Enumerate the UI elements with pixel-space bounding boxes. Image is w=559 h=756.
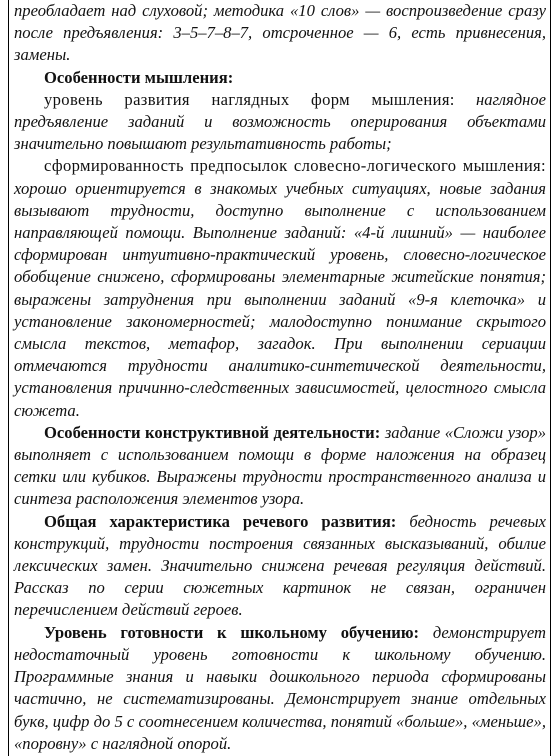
- paragraph-text: демонстрирует недостаточный уровень готовности к школьному обучению. Программные знания и навыки дошкольного периода сформированы частично, не систематизированы. Демонстрирует знание отдельных букв, цифр до 5 с соотнесением количества, понятий «больше», «меньше», «поровну» с наглядной опорой.: [14, 622, 546, 753]
- paragraph-text: преобладает над слуховой; методика «10 слов» — воспроизведение сразу после предъявления: 3–5–7–8–7, отсроченное — 6, есть привнесения, замены.: [14, 1, 546, 65]
- section-heading: Особенности мышления:: [44, 67, 234, 87]
- left-margin-rule: [8, 0, 9, 756]
- section-heading: Особенности конструктивной деятельности:: [44, 422, 381, 442]
- paragraph-text: бедность речевых конструкций, трудности построения связанных высказываний, обилие лексических замен. Значительно снижена речевая регуляция действий. Рассказ по серии сюжетных картинок не связан, ограничен перечислением действий героев.: [14, 511, 546, 620]
- paragraph-speech-development: [14, 511, 546, 622]
- section-heading: Уровень готовности к школьному обучению:: [44, 622, 420, 642]
- paragraph-lead: сформированность предпосылок словесно-логического мышления:: [44, 156, 546, 176]
- right-margin-rule: [550, 0, 551, 756]
- section-heading: Общая характеристика речевого развития:: [44, 511, 397, 531]
- paragraph-text: хорошо ориентируется в знакомых учебных ситуациях, новые задания вызывают трудности, доступно выполнение с использованием направляющей помощи. Выполнение заданий: «4-й лишний» — наиболее сформирован интуитивно-практический уровень, словесно-логическое обобщение снижено, сформированы элементарные житейские понятия; выражены затруднения при выполнении заданий «9-я клеточка» и установление закономерностей; малодоступно понимание скрытого смысла текстов, метафор, загадок. При выполнении сериации отмечаются трудности аналитико-синтетической деятельности, установления причинно-следственных зависимостей, целостного смысла сюжета.: [14, 178, 546, 420]
- paragraph-lead: уровень развития наглядных форм мышления:: [44, 89, 455, 109]
- document-body: [14, 0, 546, 755]
- paragraph-school-readiness: [14, 622, 546, 755]
- paragraph-constructive-activity: [14, 422, 546, 511]
- paragraph-visual-thinking: [14, 89, 546, 156]
- paragraph-memory-continuation: [14, 0, 546, 67]
- paragraph-text: наглядное предъявление заданий и возможность оперирования объектами значительно повышают результативность работы;: [14, 89, 546, 154]
- section-heading-thinking: [14, 67, 546, 89]
- paragraph-text: задание «Сложи узор» выполняет с использованием помощи в форме наложения на образец сетки или кубиков. Выражены трудности пространственного анализа и синтеза расположения элементов узора.: [14, 422, 546, 509]
- paragraph-verbal-logical-thinking: [14, 155, 546, 421]
